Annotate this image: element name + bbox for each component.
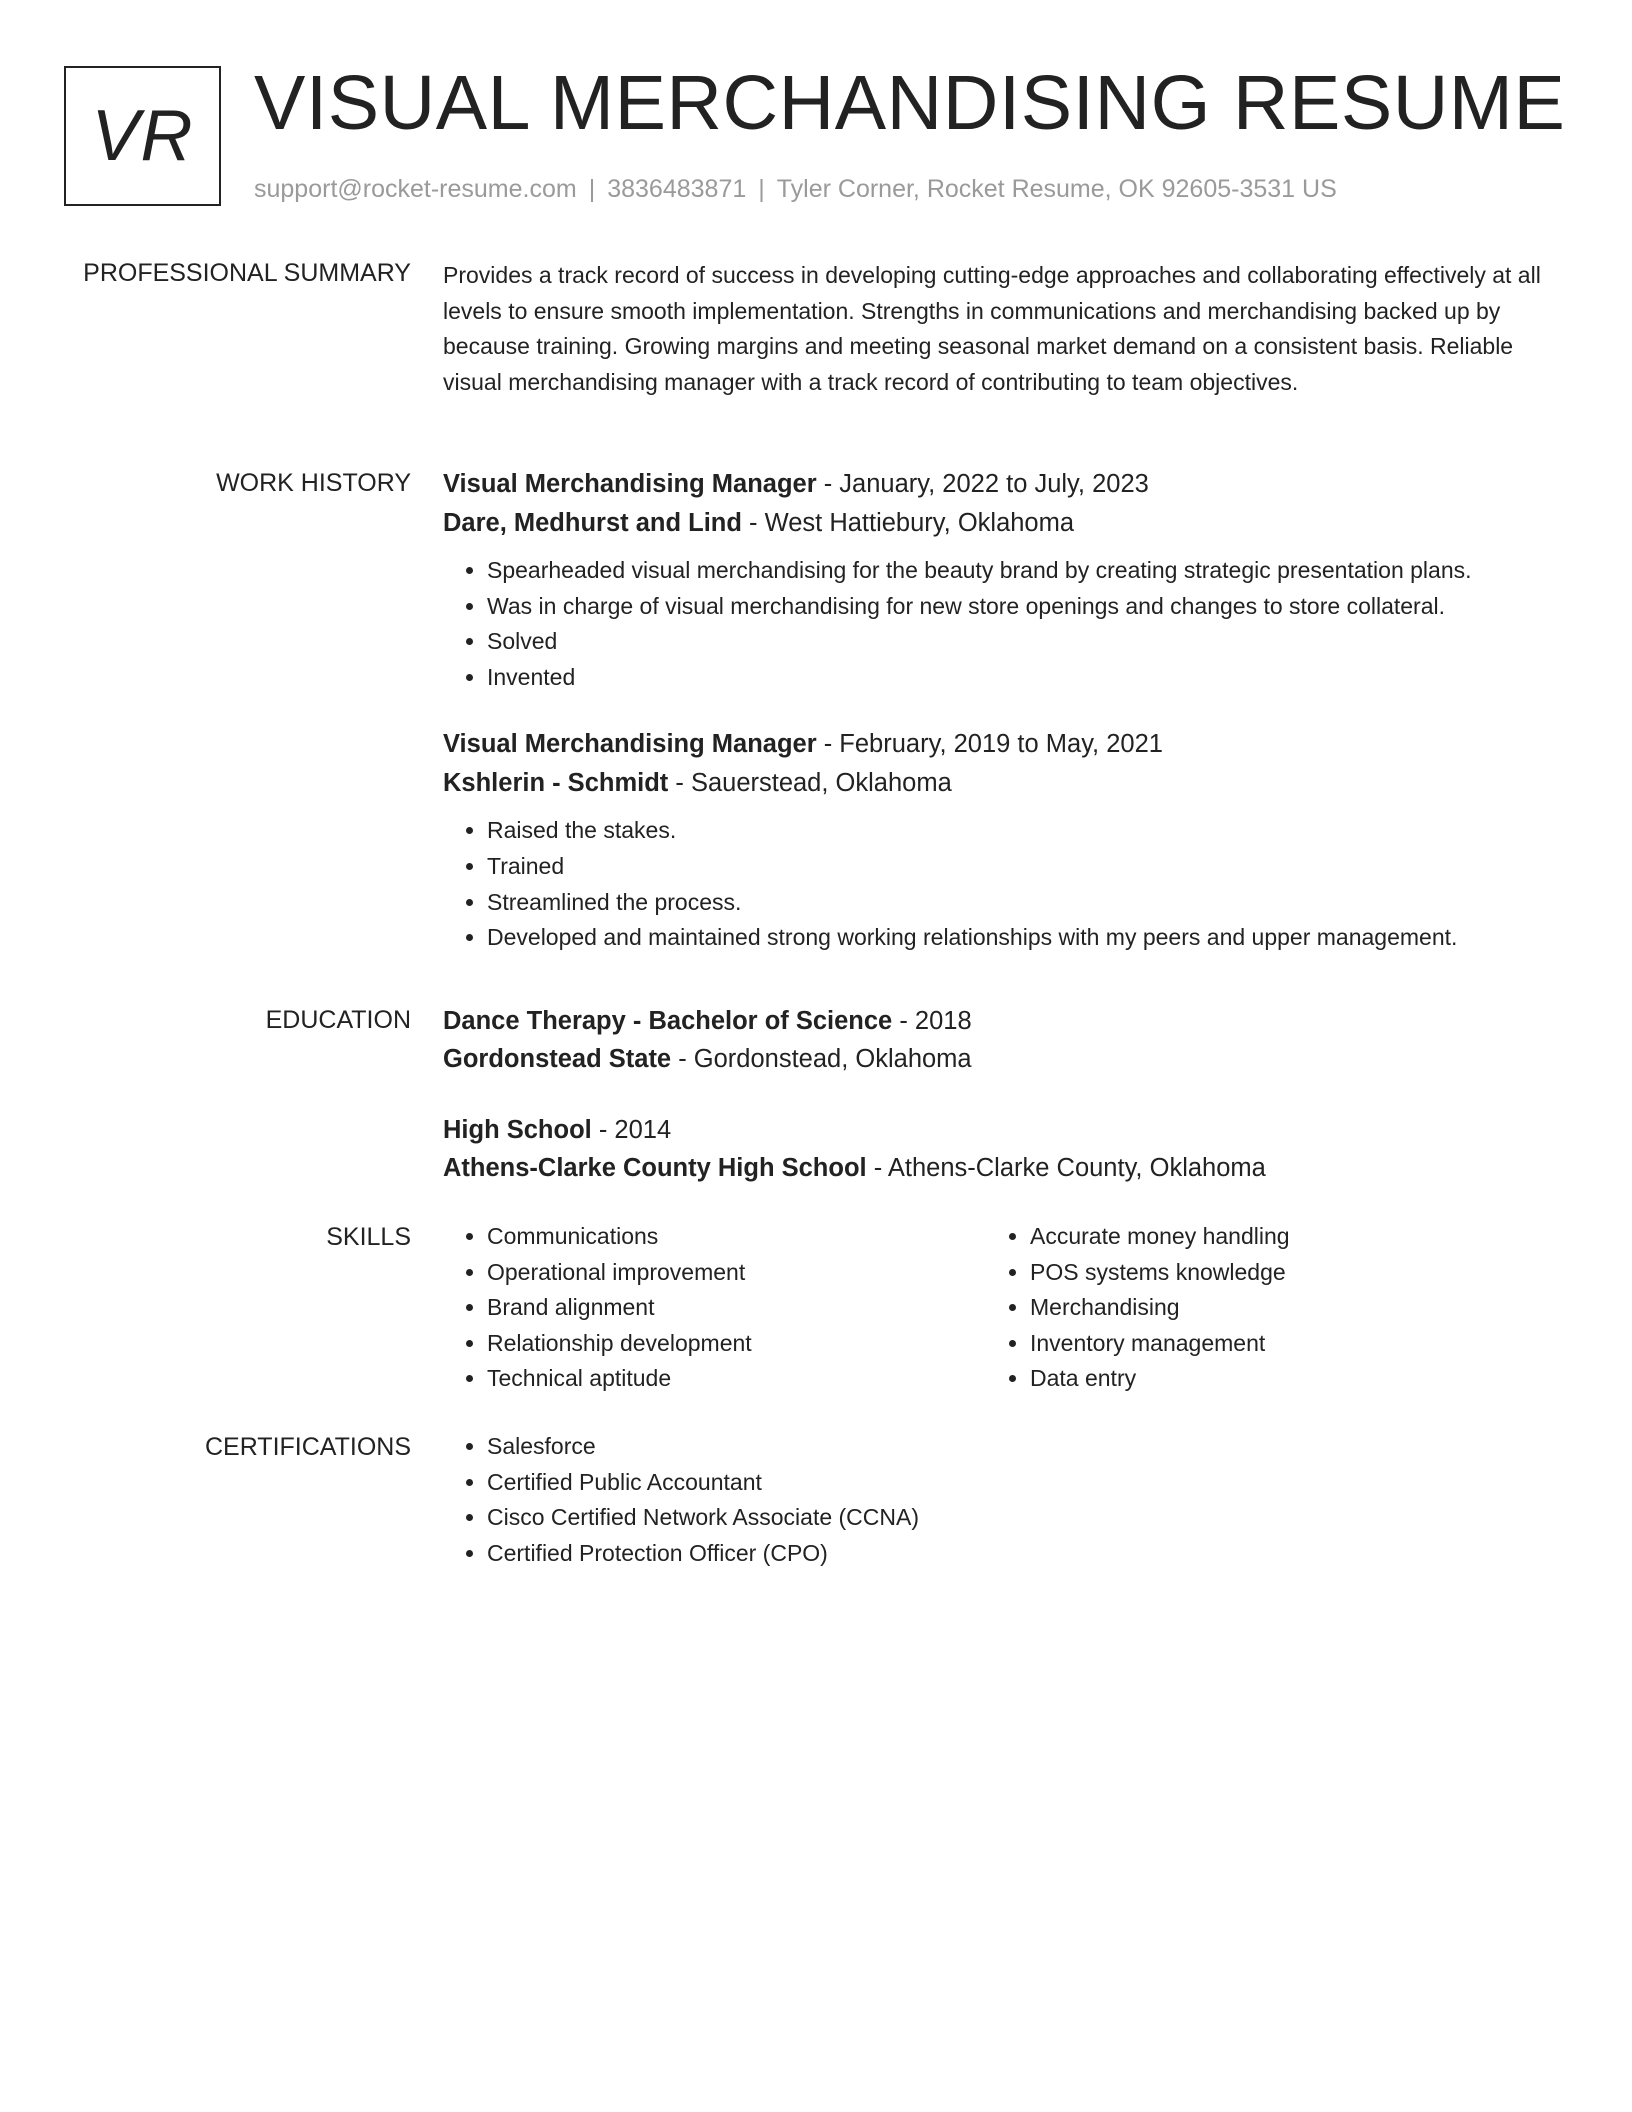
- job-title-line: [443, 725, 1573, 764]
- job-dates: - February, 2019 to May, 2021: [816, 730, 1163, 759]
- list-item: • Operational improvement: [487, 1255, 986, 1291]
- list-item: • Solved: [487, 624, 1573, 660]
- summary-text: Provides a track record of success in developing cutting-edge approaches and collaborating effectively at all levels to ensure smooth implementation. Strengths in communications and merchandising backed up by because training. Growing margins and meeting seasonal market demand on a consistent basis. Reliable visual merchandising manager with a track record of contributing to team objectives.: [443, 262, 1541, 395]
- education-entry: [443, 1002, 1573, 1078]
- list-item: • Was in charge of visual merchandising for new store openings and changes to store collateral.: [487, 589, 1573, 625]
- list-item: • Inventory management: [1030, 1326, 1529, 1362]
- education-degree: Dance Therapy - Bachelor of Science: [443, 1007, 893, 1035]
- job-company: Dare, Medhurst and Lind: [443, 509, 742, 537]
- list-item: • Accurate money handling: [1030, 1219, 1529, 1255]
- education-school-line: [443, 1040, 1573, 1078]
- list-item: • Brand alignment: [487, 1290, 986, 1326]
- list-item: • Cisco Certified Network Associate (CCNA): [487, 1500, 1573, 1536]
- skills-column-right: [986, 1219, 1529, 1397]
- education-body: [443, 1002, 1573, 1187]
- job-company-line: [443, 504, 1573, 543]
- contact-separator: |: [758, 175, 765, 203]
- job-location: - Sauerstead, Oklahoma: [668, 769, 952, 798]
- list-item: • Salesforce: [487, 1429, 1573, 1465]
- job-title: Visual Merchandising Manager: [443, 730, 817, 759]
- list-item: • POS systems knowledge: [1030, 1255, 1529, 1291]
- certifications-list: [443, 1429, 1573, 1571]
- education-school: Gordonstead State: [443, 1045, 672, 1073]
- list-item: • Trained: [487, 849, 1573, 885]
- job-company-line: [443, 764, 1573, 803]
- contact-line: [254, 174, 1337, 204]
- list-item: • Data entry: [1030, 1361, 1529, 1397]
- job-entry: [443, 725, 1573, 955]
- education-degree-line: [443, 1111, 1573, 1149]
- certifications-body: [443, 1429, 1573, 1571]
- job-company: Kshlerin - Schmidt: [443, 769, 669, 798]
- skills-grid: [443, 1219, 1573, 1397]
- education-degree-line: [443, 1002, 1573, 1040]
- summary-heading: PROFESSIONAL SUMMARY: [83, 259, 411, 287]
- summary-body: [443, 258, 1573, 400]
- work-history-heading: WORK HISTORY: [216, 469, 411, 497]
- education-year: - 2018: [892, 1007, 972, 1035]
- job-title: Visual Merchandising Manager: [443, 470, 817, 498]
- education-year: - 2014: [591, 1116, 672, 1144]
- list-item: • Spearheaded visual merchandising for the beauty brand by creating strategic presentation plans.: [487, 553, 1573, 589]
- list-item: • Invented: [487, 660, 1573, 696]
- job-bullets: [443, 553, 1573, 695]
- job-location: - West Hattiebury, Oklahoma: [741, 509, 1075, 537]
- list-item: • Communications: [487, 1219, 986, 1255]
- page-title: VISUAL MERCHANDISING RESUME: [254, 60, 1566, 146]
- list-item: • Certified Protection Officer (CPO): [487, 1536, 1573, 1572]
- job-dates: - January, 2022 to July, 2023: [816, 470, 1149, 498]
- job-entry: [443, 465, 1573, 695]
- list-item: • Certified Public Accountant: [487, 1465, 1573, 1501]
- education-school-line: [443, 1149, 1573, 1187]
- education-entry: [443, 1111, 1573, 1187]
- job-bullets: [443, 813, 1573, 955]
- contact-separator: |: [588, 175, 596, 203]
- education-heading: EDUCATION: [265, 1006, 411, 1034]
- list-item: • Merchandising: [1030, 1290, 1529, 1326]
- contact-email: support@rocket-resume.com: [254, 175, 577, 203]
- certifications-heading: CERTIFICATIONS: [204, 1433, 411, 1461]
- list-item: • Streamlined the process.: [487, 885, 1573, 921]
- list-item: • Raised the stakes.: [487, 813, 1573, 849]
- contact-phone: 3836483871: [607, 175, 747, 203]
- list-item: • Relationship development: [487, 1326, 986, 1362]
- skills-heading: SKILLS: [326, 1223, 411, 1251]
- skills-body: [443, 1219, 1573, 1397]
- education-school: Athens-Clarke County High School: [443, 1154, 867, 1182]
- work-history-body: [443, 465, 1573, 956]
- education-degree: High School: [443, 1116, 592, 1144]
- skills-column-left: [443, 1219, 986, 1397]
- education-location: - Gordonstead, Oklahoma: [671, 1045, 972, 1073]
- list-item: • Technical aptitude: [487, 1361, 986, 1397]
- job-title-line: [443, 465, 1573, 504]
- education-location: - Athens-Clarke County, Oklahoma: [866, 1154, 1266, 1182]
- list-item: • Developed and maintained strong working relationships with my peers and upper management.: [487, 920, 1573, 956]
- skills-list: [986, 1219, 1529, 1397]
- skills-list: [443, 1219, 986, 1397]
- contact-address: Tyler Corner, Rocket Resume, OK 92605-3531 US: [776, 175, 1337, 203]
- monogram-logo: VR: [64, 66, 221, 206]
